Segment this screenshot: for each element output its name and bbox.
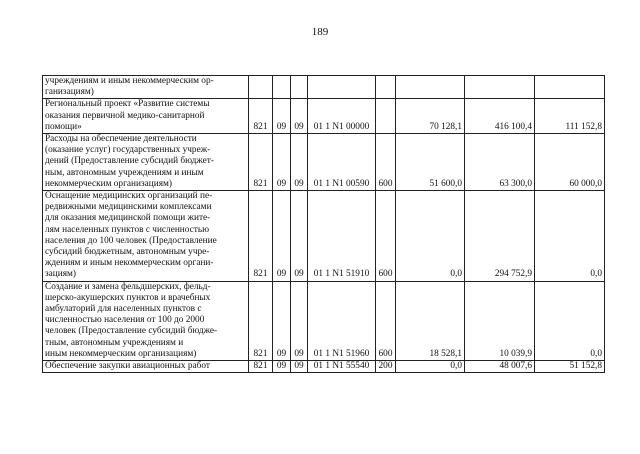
amount-year2-cell: 294 752,9 — [465, 191, 535, 282]
table-row — [43, 134, 605, 191]
row-name-line: шерско-акушерских пунктов и врачебных — [45, 292, 211, 303]
admin-code-cell: 821 — [249, 134, 273, 191]
amount-year3-cell: 111 152,8 — [535, 99, 605, 134]
amount-year1-cell: 0,0 — [396, 191, 465, 282]
admin-code-cell: 821 — [249, 281, 273, 360]
target-article-cell: 01 1 N1 51960 — [308, 281, 376, 360]
row-name-line: ным, автономным учреждениям и иным — [45, 167, 204, 178]
table-row — [43, 361, 605, 373]
subsection-code-cell: 09 — [291, 191, 308, 282]
section-code-cell: 09 — [273, 361, 291, 373]
expense-type-cell: 200 — [376, 361, 396, 373]
row-name-line: иным некоммерческим организациям) — [45, 348, 197, 359]
row-name-cell — [43, 134, 249, 191]
row-name-cell — [43, 191, 249, 282]
section-code-cell: 09 — [273, 99, 291, 134]
table-row — [43, 281, 605, 360]
amount-year2-cell: 10 039,9 — [465, 281, 535, 360]
row-name-line: Оснащение медицинских организаций пе- — [45, 191, 213, 202]
admin-code-cell: 821 — [249, 99, 273, 134]
target-article-cell: 01 1 N1 00590 — [308, 134, 376, 191]
amount-year2-cell — [465, 76, 535, 99]
row-name-line: Региональный проект «Развитие системы — [45, 99, 210, 110]
table-row — [43, 99, 605, 134]
row-name-line: помощи» — [45, 121, 82, 132]
table-body — [43, 76, 605, 373]
page-number: 189 — [311, 26, 329, 38]
amount-year3-cell: 51 152,8 — [535, 361, 605, 373]
amount-year2-cell: 48 007,6 — [465, 361, 535, 373]
row-name-line: Обеспечение закупки авиационных работ — [45, 361, 210, 372]
target-article-cell — [308, 76, 376, 99]
amount-year3-cell: 0,0 — [535, 281, 605, 360]
row-name-line: ганизациям) — [45, 87, 94, 98]
row-name-line: зациям) — [45, 269, 77, 280]
expense-type-cell — [376, 76, 396, 99]
amount-year1-cell: 51 600,0 — [396, 134, 465, 191]
section-code-cell — [273, 76, 291, 99]
admin-code-cell: 821 — [249, 361, 273, 373]
target-article-cell: 01 1 N1 51910 — [308, 191, 376, 282]
row-name-line: человек (Предоставление субсидий бюдже- — [45, 326, 218, 337]
expense-type-cell: 600 — [376, 191, 396, 282]
amount-year1-cell: 0,0 — [396, 361, 465, 373]
amount-year1-cell: 70 128,1 — [396, 99, 465, 134]
expense-type-cell: 600 — [376, 134, 396, 191]
budget-table — [42, 75, 605, 373]
row-name-cell — [43, 99, 249, 134]
row-name-line: оказания первичной медико-санитарной — [45, 110, 205, 121]
subsection-code-cell: 09 — [291, 361, 308, 373]
section-code-cell: 09 — [273, 281, 291, 360]
section-code-cell: 09 — [273, 191, 291, 282]
row-name-line: учреждениям и иным некоммерческим ор- — [45, 76, 214, 86]
target-article-cell: 01 1 N1 00000 — [308, 99, 376, 134]
target-article-cell: 01 1 N1 55540 — [308, 361, 376, 373]
row-name-line: редвижными медицинскими комплексами — [45, 202, 212, 213]
amount-year3-cell: 60 000,0 — [535, 134, 605, 191]
row-name-cell — [43, 361, 249, 373]
subsection-code-cell: 09 — [291, 134, 308, 191]
amount-year3-cell — [535, 76, 605, 99]
row-name-line: некоммерческим организациям) — [45, 178, 172, 189]
row-name-line: (оказание услуг) государственных учреж- — [45, 145, 211, 156]
row-name-line: амбулаторий для населенных пунктов с — [45, 304, 202, 315]
amount-year3-cell: 0,0 — [535, 191, 605, 282]
row-name-line: субсидий бюджетным, автономным учре- — [45, 247, 210, 258]
table-row — [43, 191, 605, 282]
row-name-line: дений (Предоставление субсидий бюджет- — [45, 156, 214, 167]
row-name-line: Создание и замена фельдшерских, фельд- — [45, 281, 211, 292]
row-name-line: населения до 100 человек (Предоставление — [45, 235, 217, 246]
amount-year2-cell: 63 300,0 — [465, 134, 535, 191]
row-name-line: лям населенных пунктов с численностью — [45, 224, 210, 235]
expense-type-cell: 600 — [376, 281, 396, 360]
row-name-cell — [43, 281, 249, 360]
row-name-line: для оказания медицинской помощи жите- — [45, 213, 211, 224]
row-name-line: ждениям и иным некоммерческим органи- — [45, 258, 214, 269]
admin-code-cell — [249, 76, 273, 99]
amount-year1-cell: 18 528,1 — [396, 281, 465, 360]
row-name-line: Расходы на обеспечение деятельности — [45, 134, 197, 145]
table-row — [43, 76, 605, 99]
row-name-line: численностью населения от 100 до 2000 — [45, 315, 205, 326]
subsection-code-cell — [291, 76, 308, 99]
amount-year2-cell: 416 100,4 — [465, 99, 535, 134]
expense-type-cell — [376, 99, 396, 134]
admin-code-cell: 821 — [249, 191, 273, 282]
row-name-cell — [43, 76, 249, 99]
section-code-cell: 09 — [273, 134, 291, 191]
subsection-code-cell: 09 — [291, 99, 308, 134]
subsection-code-cell: 09 — [291, 281, 308, 360]
amount-year1-cell — [396, 76, 465, 99]
row-name-line: тным, автономным учреждениям и — [45, 337, 184, 348]
